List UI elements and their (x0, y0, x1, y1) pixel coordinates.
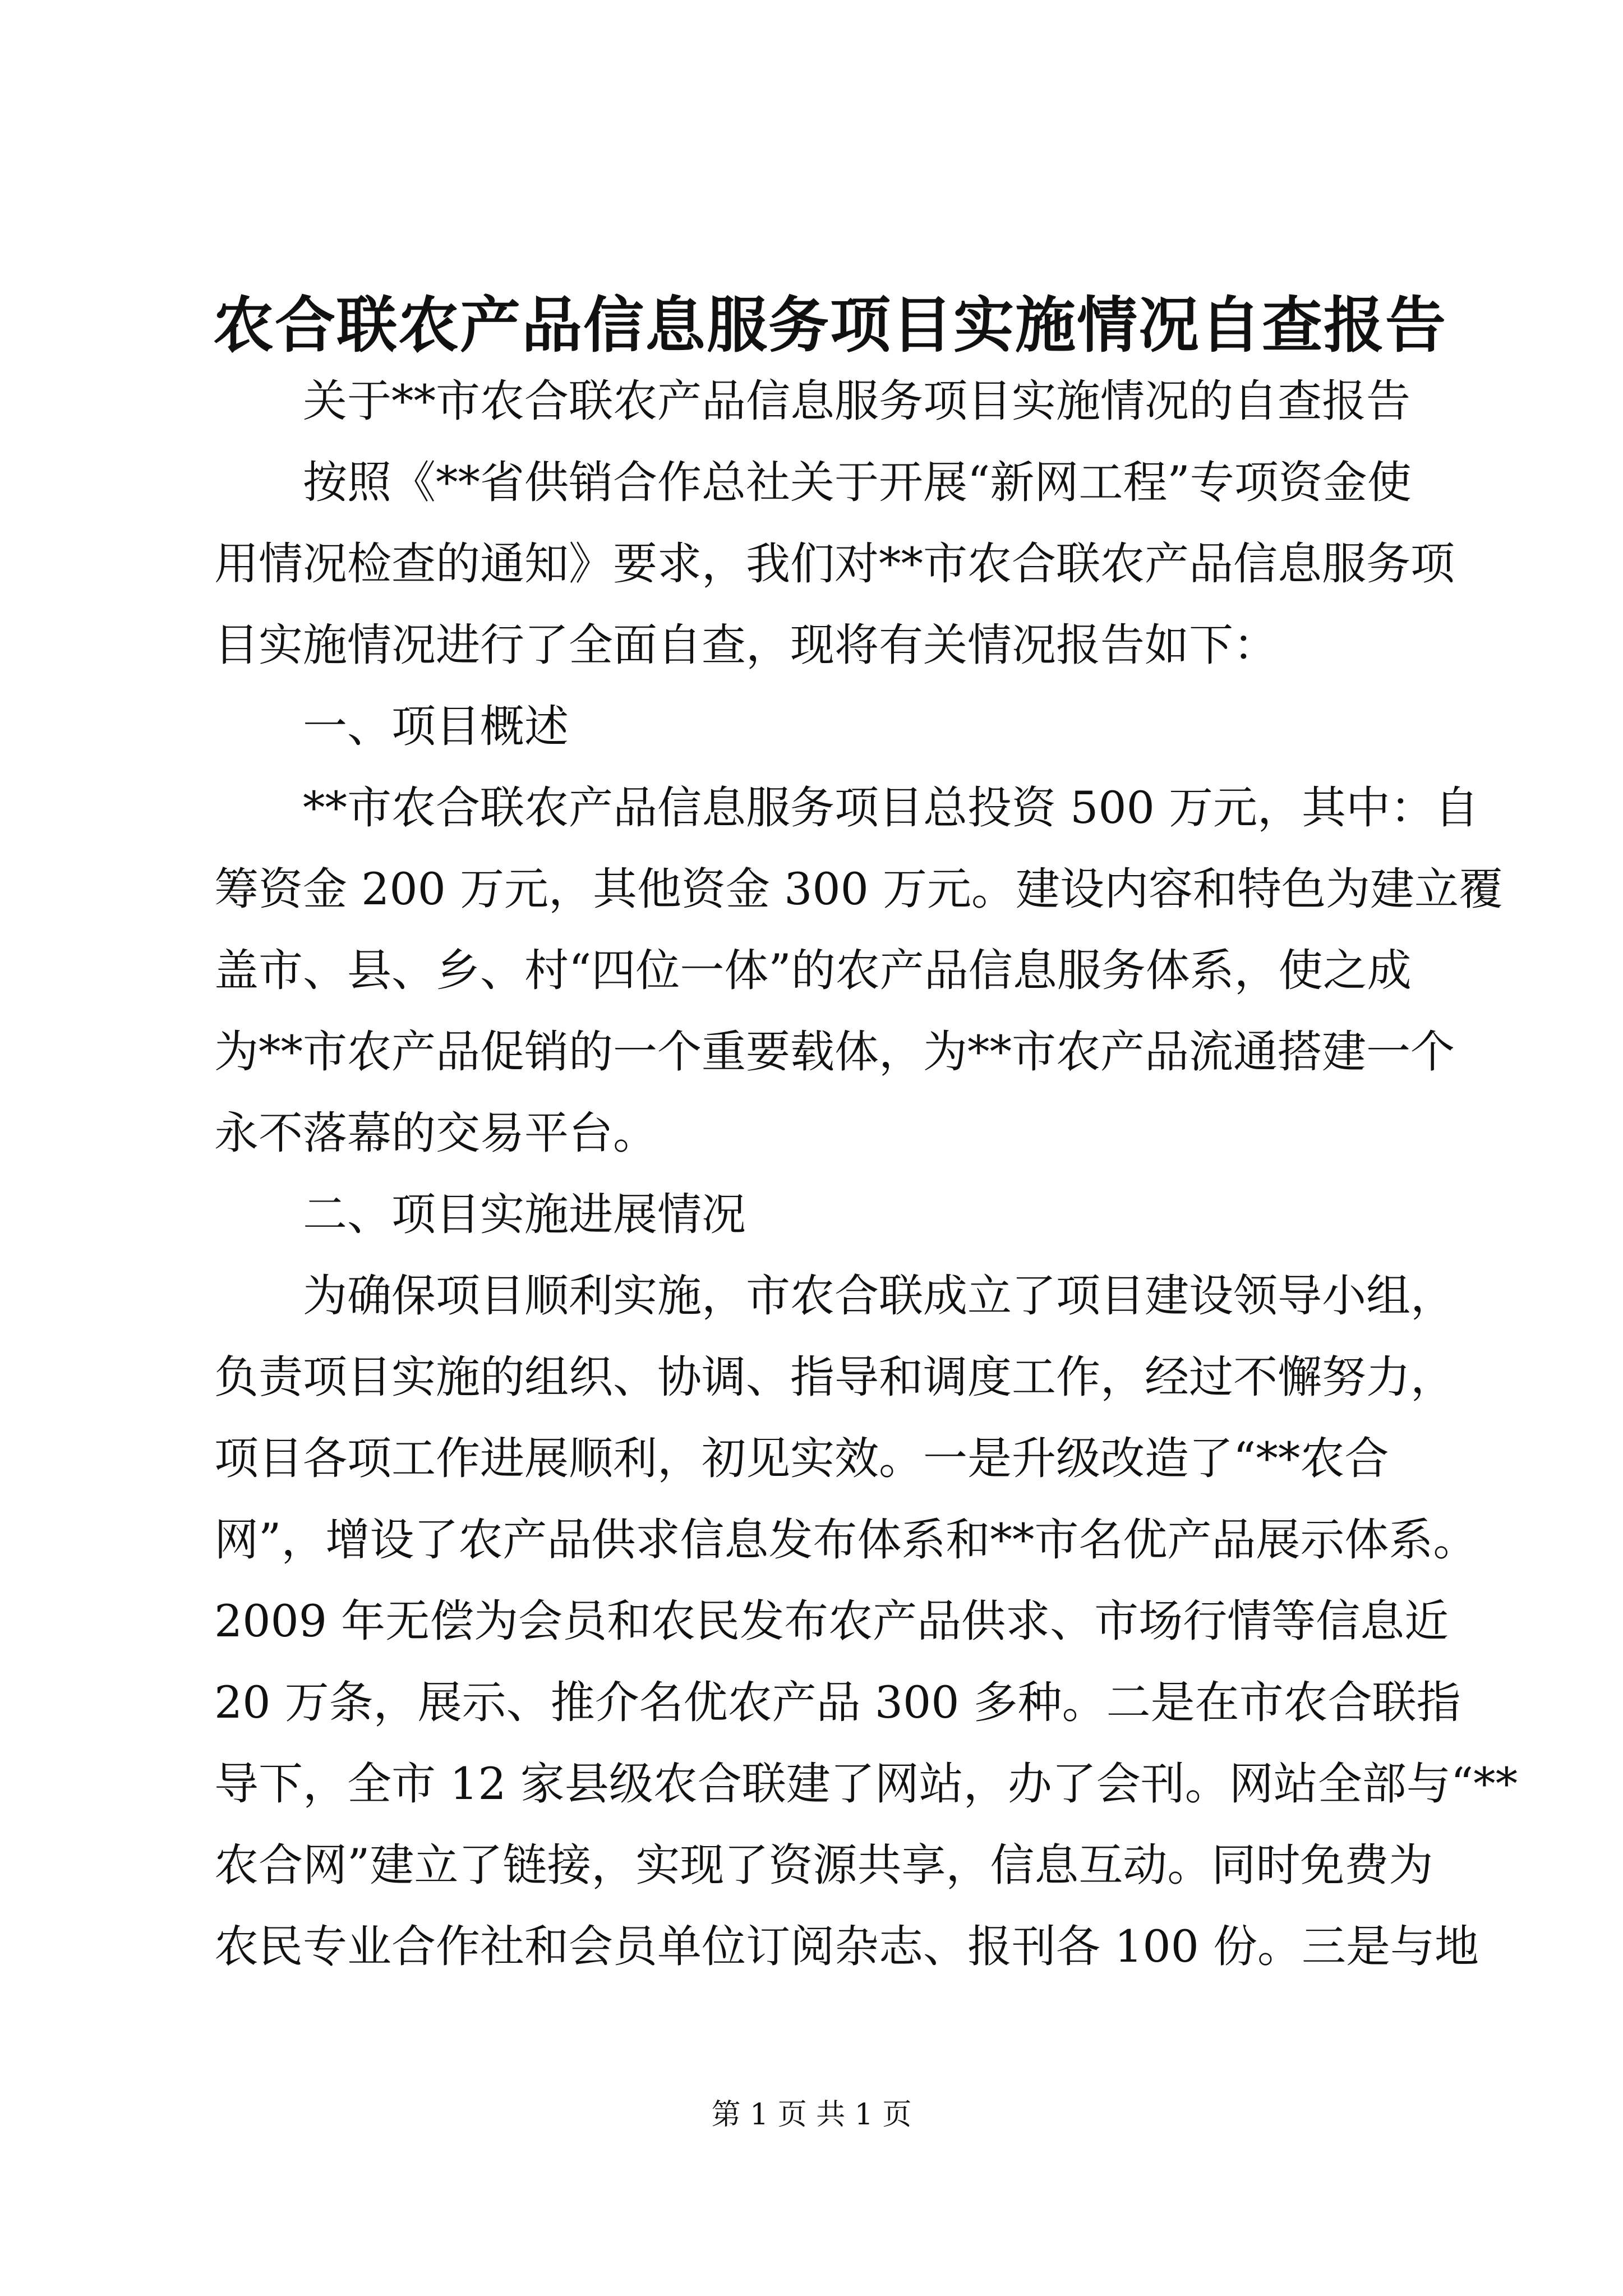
paragraph-line: **市农合联农产品信息服务项目总投资 500 万元，其中：自 (214, 782, 1479, 834)
paragraph-line: 用情况检查的通知》要求，我们对**市农合联农产品信息服务项 (214, 538, 1455, 590)
paragraph-line: 负责项目实施的组织、协调、指导和调度工作，经过不懈努力， (214, 1351, 1455, 1403)
paragraph-line: 盖市、县、乡、村“四位一体”的农产品信息服务体系，使之成 (214, 945, 1412, 996)
paragraph-line: 永不落幕的交易平台。 (214, 1107, 657, 1159)
paragraph-line: 按照《**省供销合作总社关于开展“新网工程”专项资金使 (214, 457, 1412, 508)
paragraph-line: 农民专业合作社和会员单位订阅杂志、报刊各 100 份。三是与地 (214, 1921, 1479, 1972)
paragraph-line: 网”，增设了农产品供求信息发布体系和**市名优产品展示体系。 (214, 1514, 1478, 1566)
paragraph-line: 项目各项工作进展顺利，初见实效。一是升级改造了“**农合 (214, 1433, 1389, 1484)
document-title: 农合联农产品信息服务项目实施情况自查报告 (213, 290, 1447, 361)
paragraph-line: 农合网”建立了链接，实现了资源共享，信息互动。同时免费为 (214, 1839, 1433, 1891)
paragraph-line: 为**市农产品促销的一个重要载体，为**市农产品流通搭建一个 (214, 1026, 1455, 1078)
paragraph-line: 筹资金 200 万元，其他资金 300 万元。建设内容和特色为建立覆 (214, 863, 1504, 915)
section-heading: 一、项目概述 (214, 701, 569, 752)
paragraph-line: 为确保项目顺利实施，市农合联成立了项目建设领导小组， (214, 1270, 1455, 1322)
paragraph-line: 目实施情况进行了全面自查，现将有关情况报告如下： (214, 619, 1278, 671)
paragraph-line: 关于**市农合联农产品信息服务项目实施情况的自查报告 (214, 375, 1410, 427)
section-heading: 二、项目实施进展情况 (214, 1189, 746, 1240)
paragraph-line: 导下，全市 12 家县级农合联建了网站，办了会刊。网站全部与“** (214, 1758, 1518, 1810)
paragraph-line: 20 万条，展示、推介名优农产品 300 多种。二是在市农合联指 (214, 1677, 1461, 1728)
paragraph-line: 2009 年无偿为会员和农民发布农产品供求、市场行情等信息近 (214, 1595, 1449, 1647)
page-footer: 第 1 页 共 1 页 (711, 2098, 912, 2132)
